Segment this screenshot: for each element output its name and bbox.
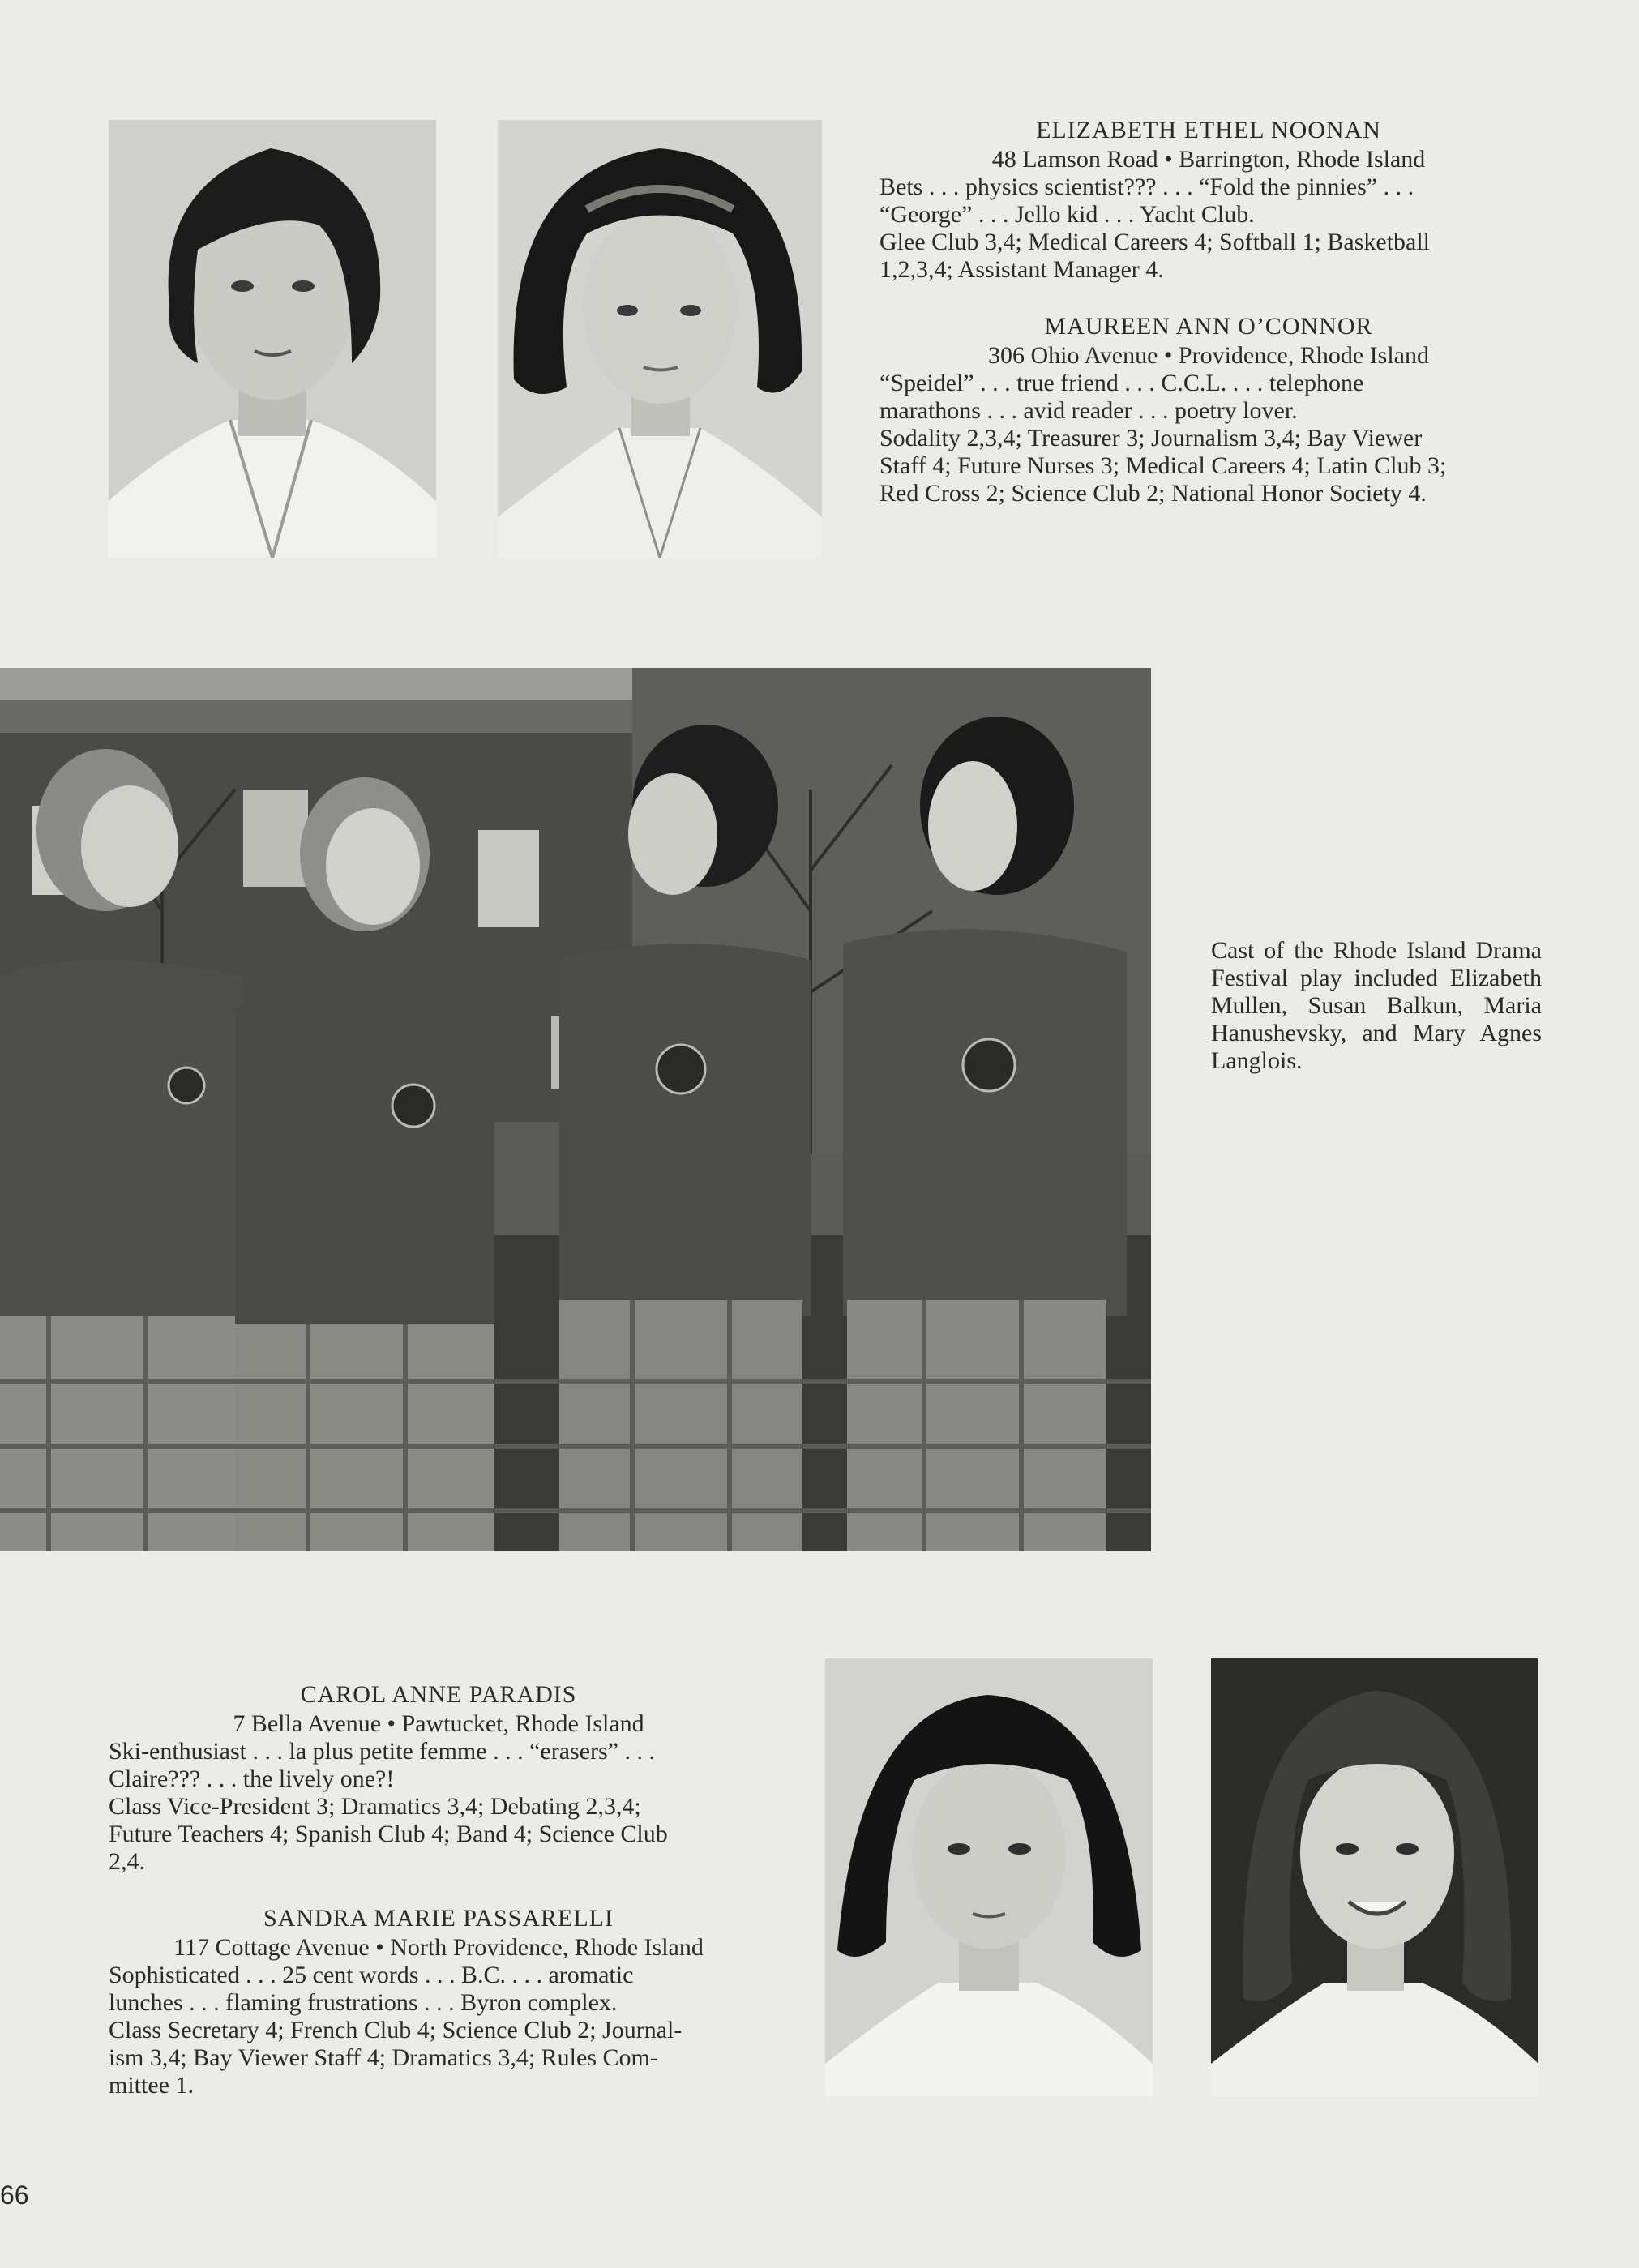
bio-entry <box>879 117 1538 284</box>
bio-entry <box>109 1905 768 2099</box>
bio-line: “Speidel” . . . true friend . . . C.C.L. . . . telephone <box>879 370 1364 396</box>
bio-line: ism 3,4; Bay Viewer Staff 4; Dramatics 3,4; Rules Com- <box>109 2044 658 2071</box>
bio-line: Sophisticated . . . 25 cent words . . . B.C. . . . aromatic <box>109 1962 634 1988</box>
student-address: 117 Cottage Avenue • North Providence, Rhode Island <box>173 1934 704 1961</box>
bio-line: Glee Club 3,4; Medical Careers 4; Softball 1; Basketball <box>879 229 1431 255</box>
student-address: 7 Bella Avenue • Pawtucket, Rhode Island <box>233 1710 644 1737</box>
student-address: 306 Ohio Avenue • Providence, Rhode Island <box>987 342 1429 369</box>
portrait-elizabeth-noonan <box>109 120 436 558</box>
bio-line: Bets . . . physics scientist??? . . . “Fold the pinnies” . . . <box>879 173 1414 200</box>
bio-line: Claire??? . . . the lively one?! <box>109 1765 395 1792</box>
bio-entry <box>879 313 1538 507</box>
bio-line: Ski-enthusiast . . . la plus petite femme . . . “erasers” . . . <box>109 1738 655 1765</box>
bio-line: lunches . . . flaming frustrations . . . Byron complex. <box>109 1989 618 2016</box>
student-name: MAUREEN ANN O’CONNOR <box>1044 313 1373 340</box>
portrait-carol-paradis <box>825 1658 1153 2096</box>
bio-line: Class Vice-President 3; Dramatics 3,4; Debating 2,3,4; <box>109 1793 641 1820</box>
bio-line: marathons . . . avid reader . . . poetry lover. <box>879 397 1298 424</box>
bio-line: 1,2,3,4; Assistant Manager 4. <box>879 256 1164 283</box>
group-photo-drama-cast <box>0 668 1151 1551</box>
bio-line: Class Secretary 4; French Club 4; Science Club 2; Journal- <box>109 2017 683 2043</box>
bio-line: Sodality 2,3,4; Treasurer 3; Journalism 3,4; Bay Viewer <box>879 425 1423 451</box>
group-photo-caption: Cast of the Rhode Island Drama Festival play included Elizabeth Mullen, Susan Balkun, Maria Hanushevsky, and Mary Agnes Langlois. <box>1211 937 1542 1074</box>
bio-line: mittee 1. <box>109 2072 194 2099</box>
bio-line: 2,4. <box>109 1848 145 1875</box>
student-name: SANDRA MARIE PASSARELLI <box>263 1905 614 1932</box>
bio-line: Red Cross 2; Science Club 2; National Honor Society 4. <box>879 480 1427 507</box>
portrait-maureen-oconnor <box>498 120 822 558</box>
page-number: 66 <box>0 2180 29 2210</box>
portrait-sandra-passarelli <box>1211 1658 1538 2096</box>
bio-line: Staff 4; Future Nurses 3; Medical Careers 4; Latin Club 3; <box>879 452 1447 479</box>
student-address: 48 Lamson Road • Barrington, Rhode Island <box>991 146 1426 173</box>
student-name: ELIZABETH ETHEL NOONAN <box>1036 117 1381 143</box>
student-name: CAROL ANNE PARADIS <box>300 1681 577 1708</box>
bio-line: “George” . . . Jello kid . . . Yacht Club. <box>879 201 1255 228</box>
bio-line: Future Teachers 4; Spanish Club 4; Band 4; Science Club <box>109 1821 668 1847</box>
bio-entry <box>109 1681 768 1876</box>
bottom-bio-column <box>109 1681 768 2129</box>
top-bio-column <box>879 117 1538 537</box>
